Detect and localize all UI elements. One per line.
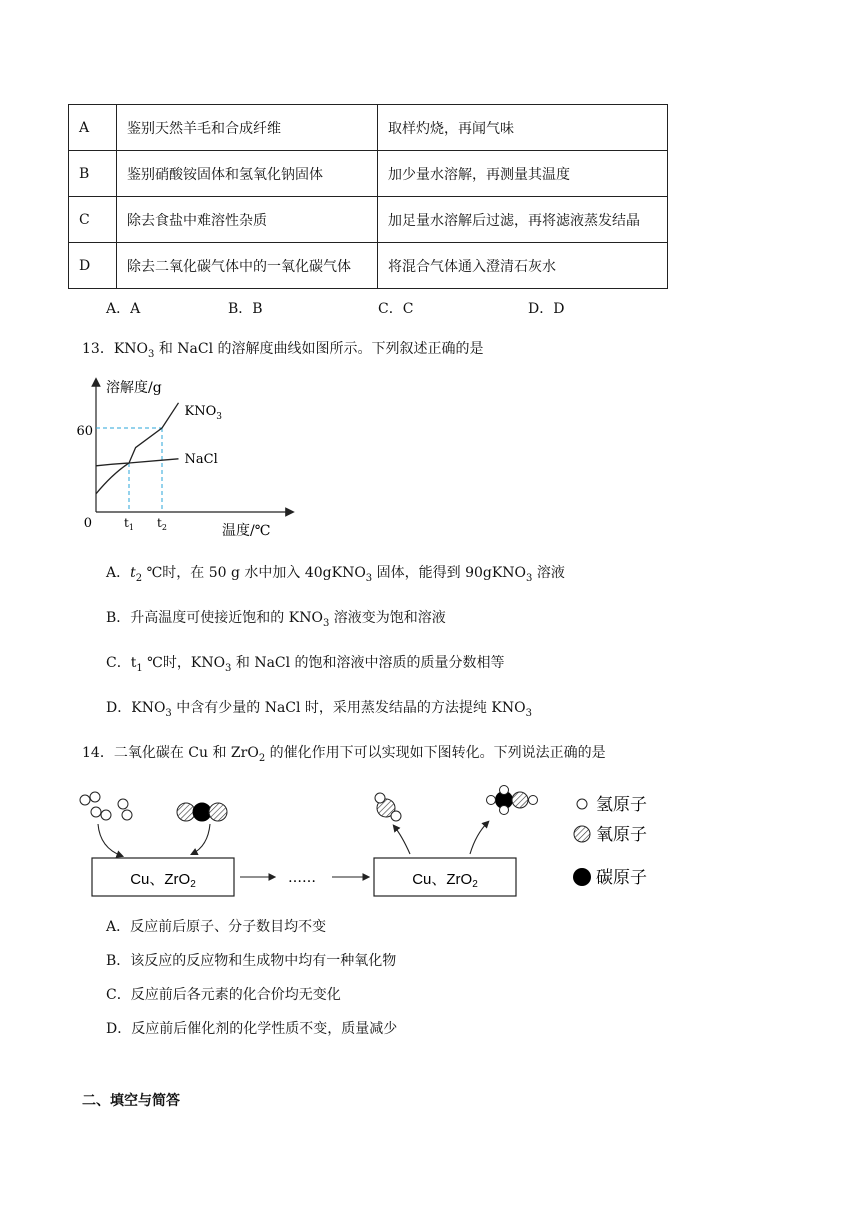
q13-option-c: C．$t_1$ ℃时，$KNO_3$ 和 NaCl 的饱和溶液中溶质的质量分数相等 xyxy=(106,655,505,674)
table-cell-key: C xyxy=(69,197,117,243)
y-tick-60: 60 xyxy=(76,424,93,439)
nacl-series-label: NaCl xyxy=(184,451,218,467)
origin-label: 0 xyxy=(83,516,92,531)
arrow-co2-in xyxy=(192,824,210,854)
q13-option-b: B．升高温度可使接近饱和的 $KNO_3$ 溶液变为饱和溶液 xyxy=(106,610,446,629)
table-row xyxy=(69,197,668,243)
table-cell-method: 加足量水溶解后过滤，再将滤液蒸发结晶 xyxy=(378,197,668,243)
table-cell-key: B xyxy=(69,151,117,197)
q13-option-a: A．$t_2$ ℃时，在 50 g 水中加入 40gKNO$_3$ 固体，能得到 90gKNO$_3$ 溶液 xyxy=(106,565,565,584)
x-tick-t1: $t_1$ xyxy=(124,516,134,532)
q12-choice-c: C．C xyxy=(378,301,414,317)
q14-stem: 14．二氧化碳在 Cu 和 ZrO$_2$ 的催化作用下可以实现如下图转化。下列说法正确的是 xyxy=(82,745,606,764)
nacl-curve xyxy=(96,459,179,466)
table-cell-key: A xyxy=(69,105,117,151)
oxygen-atom-icon xyxy=(574,826,590,842)
arrow-h2-in xyxy=(98,824,122,856)
section-title: 二、填空与简答 xyxy=(82,1093,180,1109)
catalyst-label-left: Cu、ZrO$_2$ xyxy=(130,871,196,890)
solubility-chart xyxy=(76,372,296,540)
table-cell-method: 将混合气体通入澄清石灰水 xyxy=(378,243,668,289)
table-cell-desc: 除去食盐中难溶性杂质 xyxy=(117,197,378,243)
q14-option-c: C．反应前后各元素的化合价均无变化 xyxy=(106,987,341,1003)
catalyst-label-right: Cu、ZrO$_2$ xyxy=(412,871,478,890)
carbon-atom-icon xyxy=(573,868,591,886)
legend xyxy=(573,795,647,888)
ellipsis: …… xyxy=(288,870,316,886)
table-cell-desc: 鉴别硝酸铵固体和氢氧化钠固体 xyxy=(117,151,378,197)
table-cell-desc: 除去二氧化碳气体中的一氧化碳气体 xyxy=(117,243,378,289)
legend-oxygen-label: 氧原子 xyxy=(596,825,647,845)
q14-option-a: A．反应前后原子、分子数目均不变 xyxy=(106,919,327,935)
hydrogen-molecules xyxy=(80,792,132,820)
table-row xyxy=(69,151,668,197)
kno3-curve xyxy=(96,403,179,494)
q14-option-d: D．反应前后催化剂的化学性质不变，质量减少 xyxy=(106,1021,398,1037)
x-axis-label: 温度/℃ xyxy=(222,523,271,539)
arrow-ch3oh-out xyxy=(470,822,488,854)
q13-stem: 13．$KNO_3$ 和 NaCl 的溶解度曲线如图所示。下列叙述正确的是 xyxy=(82,341,484,360)
x-tick-t2: $t_2$ xyxy=(157,516,167,532)
table-row xyxy=(69,243,668,289)
hydrogen-atom-icon xyxy=(577,799,587,809)
kno3-series-label: $KNO_3$ xyxy=(184,403,222,422)
table-cell-method: 取样灼烧，再闻气味 xyxy=(378,105,668,151)
arrow-h2o-out xyxy=(394,826,410,854)
table-cell-method: 加少量水溶解，再测量其温度 xyxy=(378,151,668,197)
table-cell-desc: 鉴别天然羊毛和合成纤维 xyxy=(117,105,378,151)
methanol-molecule xyxy=(487,786,538,815)
table-cell-key: D xyxy=(69,243,117,289)
q13-option-d: D．$KNO_3$ 中含有少量的 NaCl 时，采用蒸发结晶的方法提纯 $KNO_3$ xyxy=(106,700,532,719)
table-row xyxy=(69,105,668,151)
q12-choice-a: A．A xyxy=(106,301,141,317)
q12-choice-b: B．B xyxy=(228,301,263,317)
q14-option-b: B．该反应的反应物和生成物中均有一种氧化物 xyxy=(106,953,397,969)
legend-hydrogen-label: 氢原子 xyxy=(596,795,647,815)
water-molecule xyxy=(375,793,401,821)
co2-molecule xyxy=(177,803,227,821)
q12-choice-d: D．D xyxy=(528,301,565,317)
y-axis-label: 溶解度/g xyxy=(106,380,162,396)
legend-carbon-label: 碳原子 xyxy=(596,868,647,888)
catalysis-diagram xyxy=(70,782,670,902)
options-table xyxy=(68,104,668,289)
